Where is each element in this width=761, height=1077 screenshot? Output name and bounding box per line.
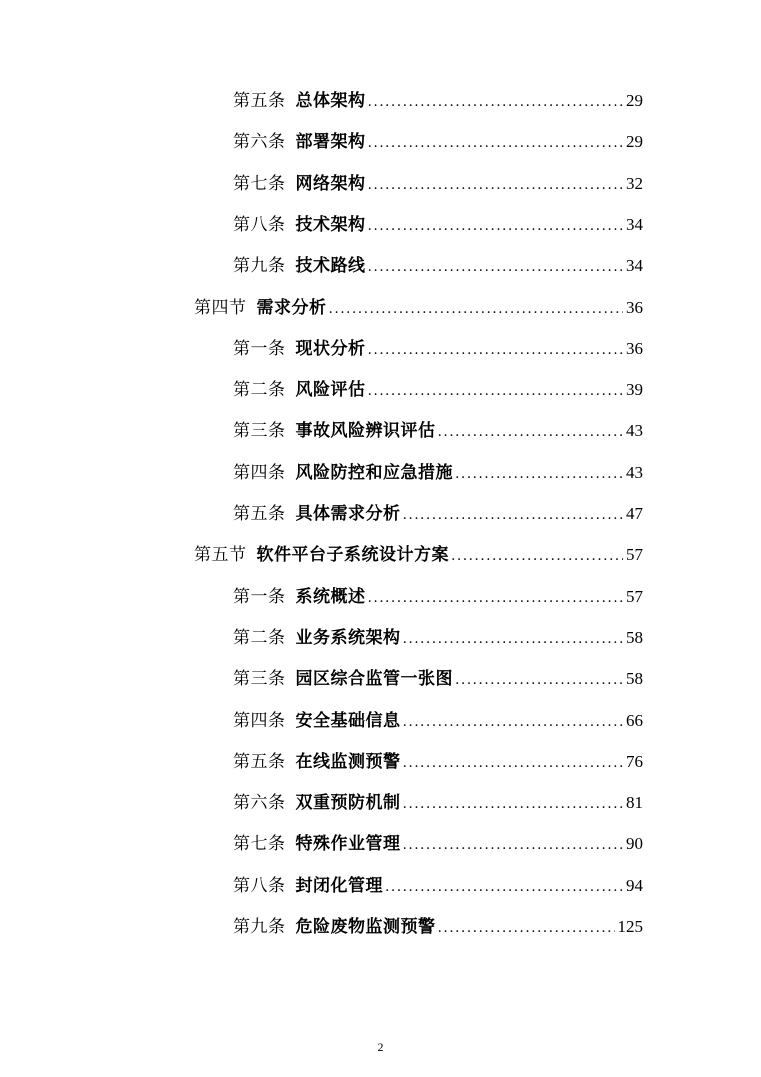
toc-entry-title: 危险废物监测预警	[295, 917, 436, 937]
toc-entry-label: 第八条	[233, 875, 286, 896]
toc-entry[interactable]	[233, 377, 643, 403]
toc-entry-label: 第一条	[233, 586, 286, 607]
toc-entry-page: 57	[626, 586, 643, 606]
toc-entry[interactable]	[233, 625, 643, 651]
toc-entry-label: 第六条	[233, 793, 286, 814]
dot-leader	[451, 543, 623, 569]
dot-leader	[368, 378, 624, 404]
toc-entry[interactable]	[233, 749, 643, 775]
toc-entry-page: 81	[626, 793, 643, 813]
toc-entry[interactable]	[233, 831, 643, 857]
toc-entry-label: 第六条	[233, 132, 286, 153]
toc-entry-title: 技术路线	[295, 256, 366, 277]
toc-entry-page: 76	[626, 751, 643, 771]
toc-entry-page: 34	[626, 256, 643, 276]
toc-entry[interactable]	[233, 88, 643, 114]
toc-entry-title: 技术架构	[295, 214, 366, 235]
toc-entry[interactable]	[233, 708, 643, 734]
toc-entry[interactable]	[233, 253, 643, 279]
toc-entry-title: 在线监测预警	[295, 751, 401, 772]
toc-entry[interactable]	[233, 418, 643, 444]
toc-entry-page: 32	[626, 173, 643, 193]
toc-entry-title: 总体架构	[295, 91, 366, 111]
toc-entry-label: 第七条	[233, 173, 286, 194]
toc-entry-label: 第一条	[233, 338, 286, 359]
toc-entry[interactable]	[194, 542, 643, 568]
dot-leader	[368, 130, 624, 156]
toc-entry-label: 第四节	[194, 297, 247, 318]
toc-entry-label: 第三条	[233, 669, 286, 690]
toc-entry-title: 安全基础信息	[295, 710, 401, 731]
toc-entry-title: 现状分析	[295, 338, 366, 359]
dot-leader	[368, 89, 624, 115]
dot-leader	[385, 874, 623, 900]
dot-leader	[455, 461, 623, 487]
dot-leader	[368, 254, 624, 280]
toc-entry-label: 第五条	[233, 91, 286, 111]
toc-entry-label: 第三条	[233, 421, 286, 442]
dot-leader	[403, 791, 624, 817]
toc-entry-title: 风险评估	[295, 380, 366, 401]
toc-entry-title: 事故风险辨识评估	[295, 421, 436, 442]
dot-leader	[403, 709, 624, 735]
toc-entry-page: 58	[626, 627, 643, 647]
toc-entry[interactable]	[233, 129, 643, 155]
dot-leader	[329, 296, 624, 322]
toc-entry[interactable]	[233, 914, 643, 940]
toc-entry-title: 封闭化管理	[295, 875, 383, 896]
toc-entry-page: 125	[617, 917, 643, 936]
toc-entry-title: 风险防控和应急措施	[295, 462, 453, 483]
dot-leader	[438, 915, 615, 941]
toc-entry-page: 94	[626, 875, 643, 895]
toc-entry-page: 36	[626, 297, 643, 317]
toc-entry-page: 58	[626, 669, 643, 689]
toc-entry[interactable]	[233, 460, 643, 486]
toc-entry-page: 34	[626, 214, 643, 234]
dot-leader	[403, 750, 624, 776]
toc-entry-title: 系统概述	[295, 586, 366, 607]
toc-entry[interactable]	[194, 295, 643, 321]
toc-entry-page: 29	[626, 132, 643, 152]
toc-entry-page: 43	[626, 462, 643, 482]
dot-leader	[455, 667, 623, 693]
toc-entry[interactable]	[233, 212, 643, 238]
toc-entry-page: 43	[626, 421, 643, 441]
toc-entry-label: 第五条	[233, 751, 286, 772]
dot-leader	[368, 585, 624, 611]
dot-leader	[368, 337, 624, 363]
dot-leader	[403, 832, 624, 858]
toc-entry-page: 36	[626, 338, 643, 358]
toc-entry-title: 需求分析	[256, 297, 327, 318]
toc-entry-title: 软件平台子系统设计方案	[256, 545, 449, 566]
toc-entry-label: 第五节	[194, 545, 247, 566]
toc-entry-page: 90	[626, 834, 643, 854]
toc-entry-label: 第二条	[233, 380, 286, 401]
toc-entry-title: 部署架构	[295, 132, 366, 153]
toc-entry-label: 第五条	[233, 504, 286, 524]
page-number: 2	[377, 1040, 384, 1054]
toc-entry-title: 网络架构	[295, 173, 366, 194]
toc-entry[interactable]	[233, 501, 643, 527]
toc-entry-page: 47	[626, 504, 643, 523]
toc-entry-page: 29	[626, 91, 643, 110]
toc-entry-title: 特殊作业管理	[295, 834, 401, 855]
toc-entry-label: 第七条	[233, 834, 286, 855]
toc-entry-page: 39	[626, 380, 643, 400]
toc-entry-label: 第八条	[233, 214, 286, 235]
toc-entry-label: 第九条	[233, 256, 286, 277]
dot-leader	[403, 626, 624, 652]
toc-entry-label: 第九条	[233, 917, 286, 937]
toc-entry-page: 66	[626, 710, 643, 730]
dot-leader	[368, 172, 624, 198]
toc-entry[interactable]	[233, 584, 643, 610]
toc-entry-title: 双重预防机制	[295, 793, 401, 814]
toc-entry[interactable]	[233, 873, 643, 899]
toc-entry-label: 第四条	[233, 710, 286, 731]
dot-leader	[438, 419, 624, 445]
toc-entry-title: 业务系统架构	[295, 627, 401, 648]
toc-entry[interactable]	[233, 790, 643, 816]
toc-entry-label: 第四条	[233, 462, 286, 483]
toc-entry[interactable]	[233, 336, 643, 362]
toc-entry-title: 园区综合监管一张图	[295, 669, 453, 690]
dot-leader	[403, 502, 624, 528]
toc-entry-label: 第二条	[233, 627, 286, 648]
toc-entry-title: 具体需求分析	[295, 504, 401, 524]
toc-entry-page: 57	[626, 545, 643, 565]
dot-leader	[368, 213, 624, 239]
toc-entry[interactable]	[233, 666, 643, 692]
toc-entry[interactable]	[233, 171, 643, 197]
